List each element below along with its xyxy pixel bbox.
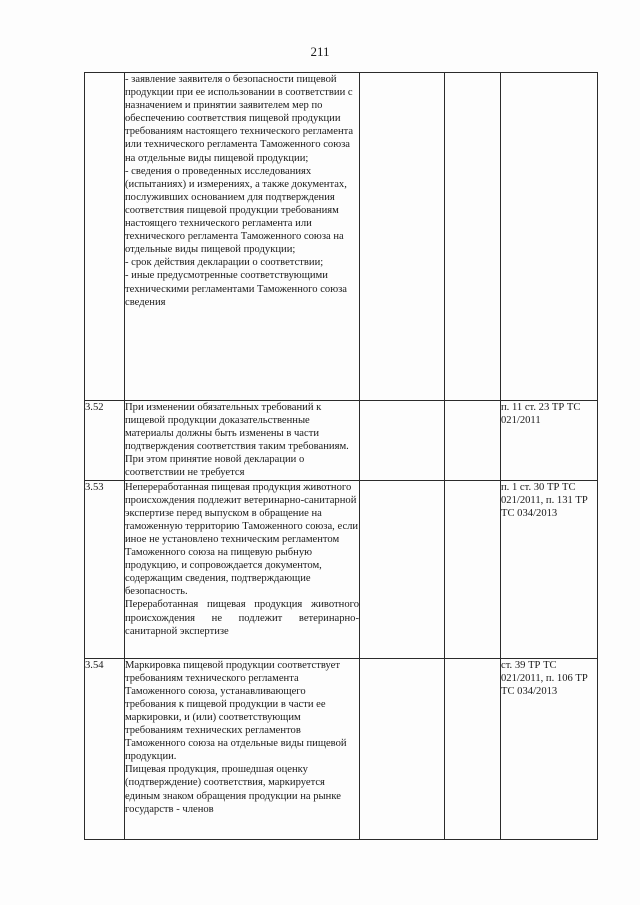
empty-cell (445, 658, 501, 839)
item-number (85, 73, 125, 401)
item-number: 3.53 (85, 480, 125, 658)
empty-cell (360, 480, 445, 658)
table-row (85, 73, 598, 401)
empty-cell (445, 480, 501, 658)
page-number: 211 (310, 44, 330, 59)
item-number: 3.52 (85, 401, 125, 481)
empty-cell (360, 658, 445, 839)
regulation-reference: п. 11 ст. 23 ТР ТС 021/2011 (501, 401, 598, 481)
requirement-paragraph: Маркировка пищевой продукции соответствует требованиям технического регламента Таможенного союза, устанавливающего требования к пищевой продукции в части ее маркировки, и (или) соответствующим требованиям технических регламентов Таможенного союза на отдельные виды пищевой продукции. (125, 659, 347, 763)
requirement-paragraph: - заявление заявителя о безопасности пищевой продукции при ее использовании в соответствии с назначением и принятии заявителем мер по обеспечению соответствия пищевой продукции требованиям настоящего технического регламента или технического регламента Таможенного союза на отдельные виды пищевой продукции; (125, 74, 354, 164)
empty-cell (445, 73, 501, 401)
requirement-paragraph: Непереработанная пищевая продукция животного происхождения подлежит ветеринарно-санитарной экспертизе перед выпуском в обращение на таможенную территорию Таможенного союза, если иное не установлено техническим регламентом Таможенного союза на пищевую рыбную продукцию, и сопровождается документом, содержащим сведения, подтверждающие безопасность. (125, 481, 359, 598)
table-row (85, 401, 598, 481)
requirements-table (84, 72, 598, 840)
requirement-paragraph: - иные предусмотренные соответствующими техническими регламентами Таможенного союза сведения (125, 270, 348, 308)
regulation-reference: п. 1 ст. 30 ТР ТС 021/2011, п. 131 ТР ТС 034/2013 (501, 480, 598, 658)
requirement-text (125, 658, 360, 839)
item-number: 3.54 (85, 658, 125, 839)
requirement-paragraph: - сведения о проведенных исследованиях (испытаниях) и измерениях, а также документах, послуживших основанием для подтверждения соответствия пищевой продукции требованиям настоящего технического регламента или технического регламента Таможенного союза на отдельные виды пищевой продукции; (125, 165, 347, 256)
requirement-paragraph: При изменении обязательных требований к пищевой продукции доказательственные материалы должны быть изменены в части подтверждения соответствия таким требованиям. При этом принятие новой декларации о соответствии не требуется (125, 402, 349, 479)
requirement-paragraph: Пищевая продукция, прошедшая оценку (подтверждение) соответствия, маркируется единым знаком обращения продукции на рынке государств - членов (125, 764, 341, 815)
empty-cell (360, 401, 445, 481)
requirement-text (125, 480, 360, 658)
requirement-paragraph: - срок действия декларации о соответствии; (125, 257, 324, 269)
requirement-text (125, 73, 360, 401)
requirement-paragraph: Переработанная пищевая продукция животного происхождения не подлежит ветеринарно-санитарной экспертизе (125, 599, 359, 637)
empty-cell (360, 73, 445, 401)
regulation-reference (501, 73, 598, 401)
table-row (85, 658, 598, 839)
table-row (85, 480, 598, 658)
regulation-reference: ст. 39 ТР ТС 021/2011, п. 106 ТР ТС 034/2013 (501, 658, 598, 839)
empty-cell (445, 401, 501, 481)
requirement-text (125, 401, 360, 481)
